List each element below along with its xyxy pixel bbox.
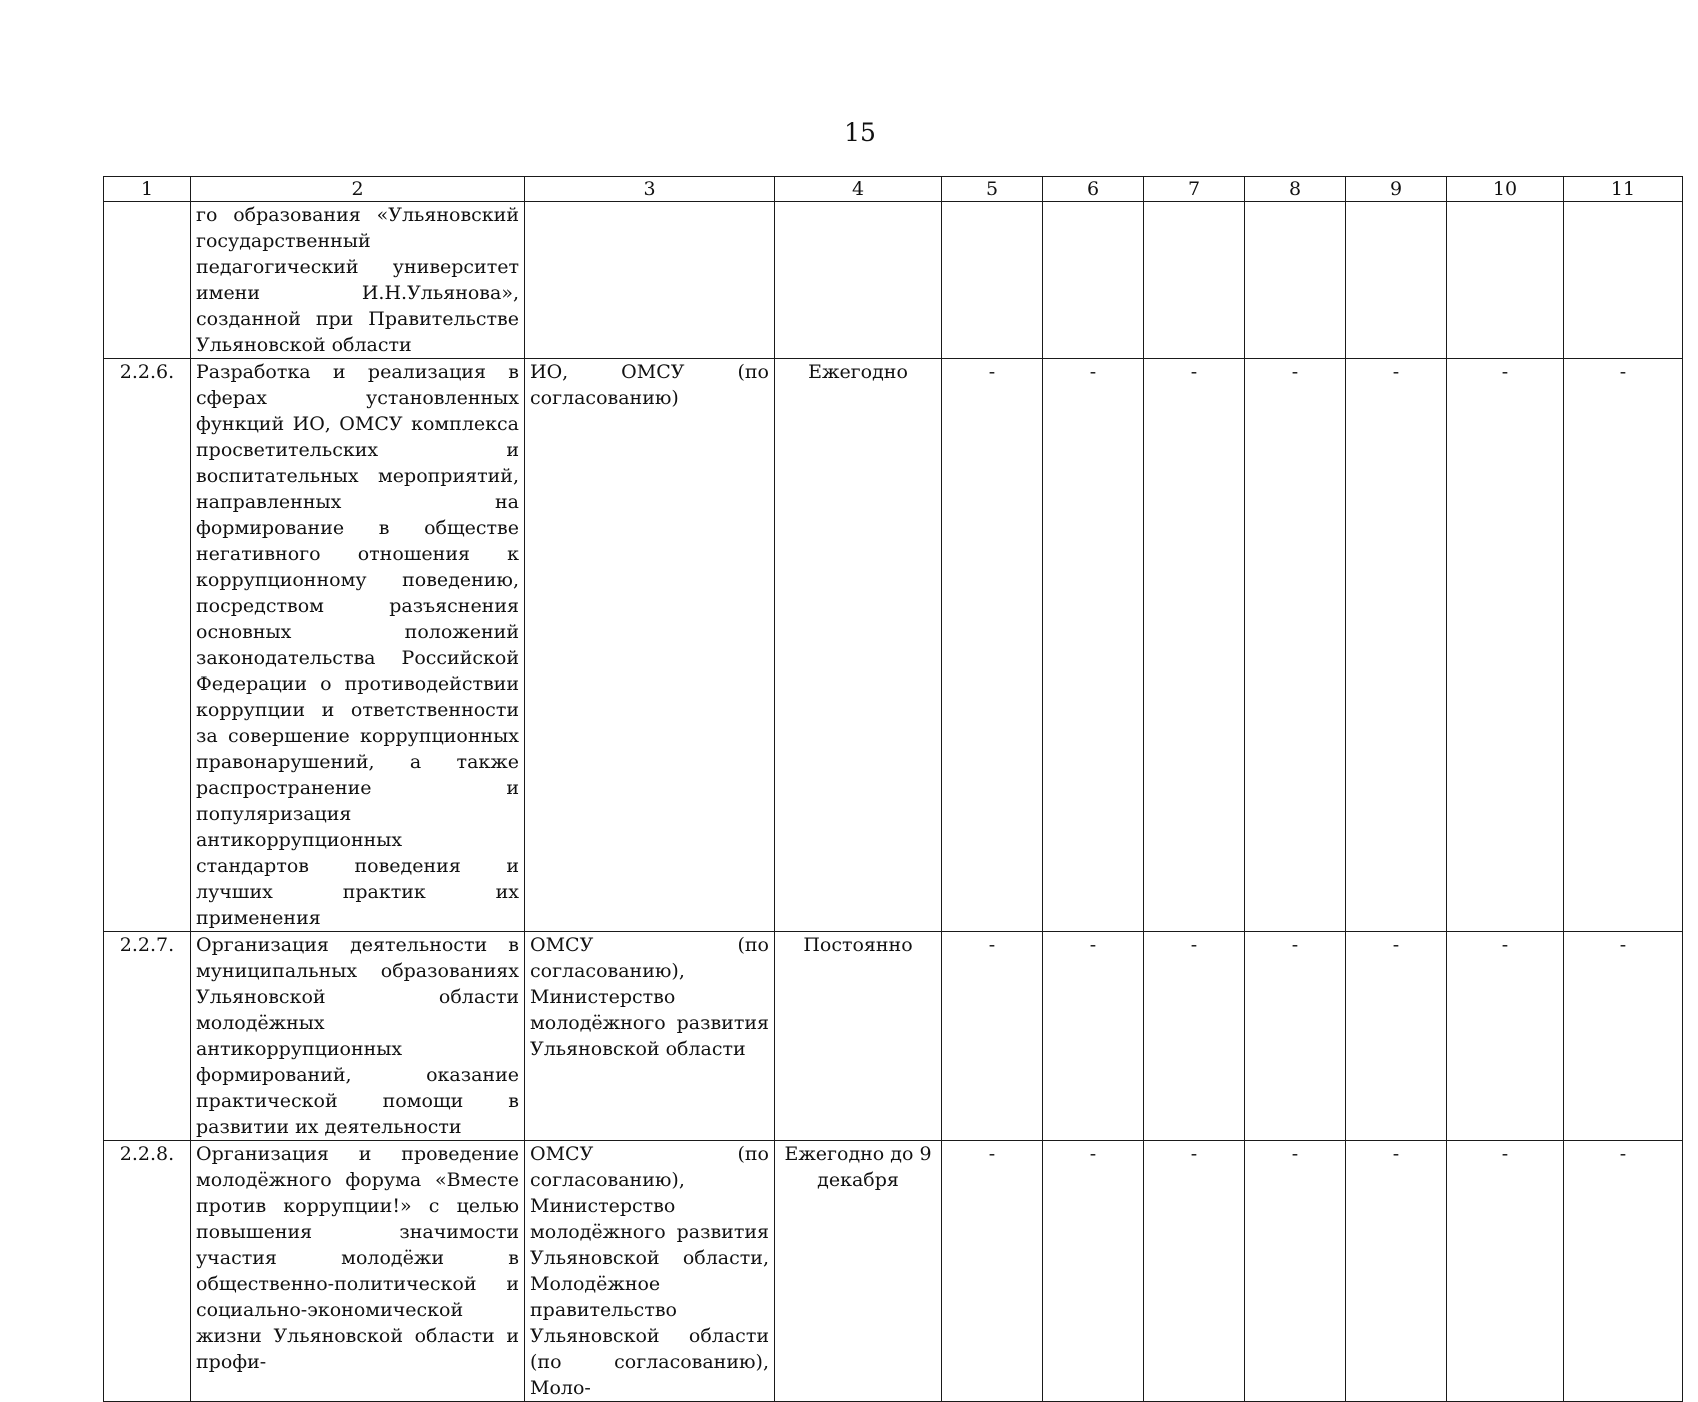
row-term: Ежегодно до 9 декабря	[775, 1141, 942, 1402]
row-value: -	[1144, 932, 1245, 1141]
row-executor: ОМСУ (по согласованию), Министерство молодёжного развития Ульяновской области	[525, 932, 775, 1141]
row-value: -	[1346, 359, 1447, 932]
header-row	[104, 177, 1683, 202]
row-description: го образования «Ульяновский государственный педагогический университет имени И.Н.Ульянова», созданной при Правительстве Ульяновской области	[191, 202, 525, 359]
table-row	[104, 359, 1683, 932]
row-number: 2.2.7.	[104, 932, 191, 1141]
row-value	[1564, 202, 1683, 359]
row-value: -	[1043, 359, 1144, 932]
row-executor	[525, 202, 775, 359]
column-header: 10	[1447, 177, 1564, 202]
row-value: -	[1144, 1141, 1245, 1402]
row-executor: ИО, ОМСУ (по согласованию)	[525, 359, 775, 932]
row-value: -	[1346, 1141, 1447, 1402]
row-description: Организация и проведение молодёжного форума «Вместе против коррупции!» с целью повышения значимости участия молодёжи в общественно-политической и социально-экономической жизни Ульяновской области и профи-	[191, 1141, 525, 1402]
row-value: -	[942, 1141, 1043, 1402]
row-value: -	[1447, 359, 1564, 932]
row-number: 2.2.8.	[104, 1141, 191, 1402]
row-value: -	[1346, 932, 1447, 1141]
row-value: -	[1245, 359, 1346, 932]
column-header: 1	[104, 177, 191, 202]
column-header: 2	[191, 177, 525, 202]
row-description: Организация деятельности в муниципальных образованиях Ульяновской области молодёжных антикоррупционных формирований, оказание практической помощи в развитии их деятельности	[191, 932, 525, 1141]
row-term	[775, 202, 942, 359]
row-term: Постоянно	[775, 932, 942, 1141]
column-header: 9	[1346, 177, 1447, 202]
row-value: -	[1447, 1141, 1564, 1402]
column-header: 5	[942, 177, 1043, 202]
row-description: Разработка и реализация в сферах установленных функций ИО, ОМСУ комплекса просветительских и воспитательных мероприятий, направленных на формирование в обществе негативного отношения к коррупционному поведению, посредством разъяснения основных положений законодательства Российской Федерации о противодействии коррупции и ответственности за совершение коррупционных правонарушений, а также распространение и популяризация антикоррупционных стандартов поведения и лучших практик их применения	[191, 359, 525, 932]
row-value	[1245, 202, 1346, 359]
column-header: 6	[1043, 177, 1144, 202]
column-header: 11	[1564, 177, 1683, 202]
column-header: 8	[1245, 177, 1346, 202]
row-value: -	[1564, 359, 1683, 932]
row-value	[1447, 202, 1564, 359]
table-row	[104, 202, 1683, 359]
row-executor: ОМСУ (по согласованию), Министерство молодёжного развития Ульяновской области, Молодёжное правительство Ульяновской области (по согласованию), Моло-	[525, 1141, 775, 1402]
table-row	[104, 932, 1683, 1141]
row-number: 2.2.6.	[104, 359, 191, 932]
row-value	[1144, 202, 1245, 359]
row-value: -	[942, 932, 1043, 1141]
row-value: -	[942, 359, 1043, 932]
page-number: 15	[844, 118, 876, 147]
row-value: -	[1447, 932, 1564, 1141]
row-value	[1346, 202, 1447, 359]
column-header: 7	[1144, 177, 1245, 202]
row-value	[1043, 202, 1144, 359]
row-value	[942, 202, 1043, 359]
row-value: -	[1043, 1141, 1144, 1402]
plan-table	[103, 176, 1683, 1402]
row-value: -	[1144, 359, 1245, 932]
row-value: -	[1564, 1141, 1683, 1402]
column-header: 4	[775, 177, 942, 202]
row-value: -	[1564, 932, 1683, 1141]
column-header: 3	[525, 177, 775, 202]
row-value: -	[1043, 932, 1144, 1141]
row-value: -	[1245, 1141, 1346, 1402]
row-number	[104, 202, 191, 359]
row-value: -	[1245, 932, 1346, 1141]
table-row	[104, 1141, 1683, 1402]
row-term: Ежегодно	[775, 359, 942, 932]
